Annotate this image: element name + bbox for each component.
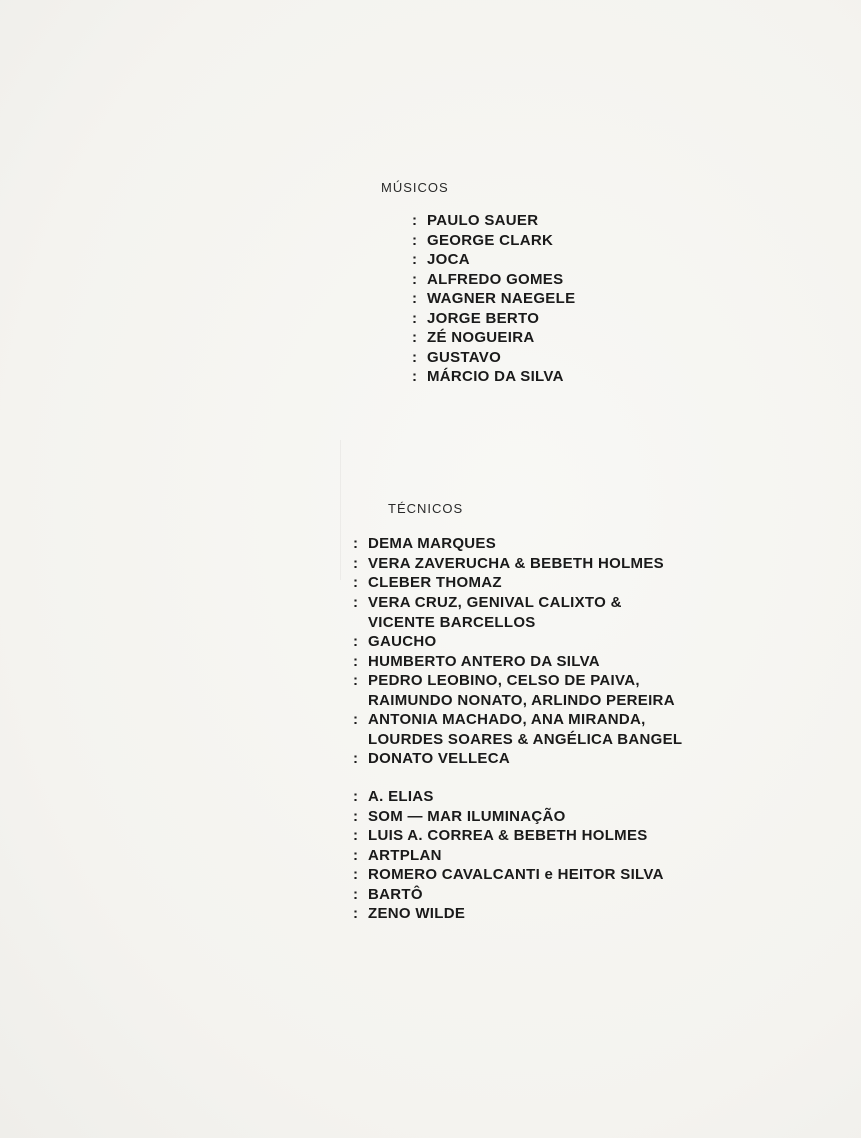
- separator: :: [353, 866, 358, 883]
- section-heading-tecnicos: TÉCNICOS: [388, 501, 464, 516]
- separator: :: [353, 554, 358, 572]
- separator: :: [412, 251, 417, 268]
- separator: :: [412, 290, 417, 307]
- credit-name: DEMA MARQUES: [368, 535, 497, 552]
- separator: :: [412, 329, 417, 346]
- credit-name: ZENO WILDE: [368, 905, 466, 922]
- separator: :: [353, 846, 358, 864]
- credit-name: HUMBERTO ANTERO DA SILVA: [368, 652, 600, 670]
- credit-name: GUSTAVO: [427, 348, 502, 366]
- credit-name: JORGE BERTO: [427, 309, 540, 327]
- separator: :: [353, 574, 358, 591]
- credit-name-continuation: LOURDES SOARES & ANGÉLICA BANGEL: [368, 730, 683, 748]
- credit-name: SOM — MAR ILUMINAÇÃO: [368, 807, 566, 825]
- section-heading-musicos: MÚSICOS: [381, 180, 449, 195]
- credit-name: PEDRO LEOBINO, CELSO DE PAIVA,: [368, 672, 640, 689]
- separator: :: [353, 905, 358, 922]
- separator: :: [412, 348, 417, 366]
- credit-name: WAGNER NAEGELE: [427, 290, 576, 307]
- separator: :: [353, 652, 358, 670]
- separator: :: [353, 711, 358, 728]
- credit-name: GEORGE CLARK: [427, 231, 554, 249]
- separator: :: [353, 535, 358, 552]
- credit-name: PAULO SAUER: [427, 212, 539, 229]
- credit-name: A. ELIAS: [368, 788, 434, 805]
- separator: :: [412, 212, 417, 229]
- separator: :: [353, 750, 358, 767]
- separator: :: [353, 807, 358, 825]
- credit-name: DONATO VELLECA: [368, 750, 510, 767]
- credit-name: BARTÔ: [368, 885, 423, 903]
- credit-name: VERA CRUZ, GENIVAL CALIXTO &: [368, 594, 622, 611]
- credit-name: ROMERO CAVALCANTI e HEITOR SILVA: [368, 866, 664, 883]
- separator: :: [353, 633, 358, 650]
- credit-name: JOCA: [427, 251, 470, 268]
- credit-name: ANTONIA MACHADO, ANA MIRANDA,: [368, 711, 646, 728]
- credit-name: GAUCHO: [368, 633, 437, 650]
- credit-name: VERA ZAVERUCHA & BEBETH HOLMES: [368, 554, 664, 572]
- separator: :: [353, 827, 358, 844]
- credit-name-continuation: RAIMUNDO NONATO, ARLINDO PEREIRA: [368, 691, 675, 709]
- credit-name: CLEBER THOMAZ: [368, 574, 502, 591]
- separator: :: [412, 231, 417, 249]
- separator: :: [412, 368, 417, 385]
- credit-name: ARTPLAN: [368, 846, 442, 864]
- credit-name: MÁRCIO DA SILVA: [427, 368, 564, 385]
- separator: :: [353, 885, 358, 903]
- credit-name: ALFREDO GOMES: [427, 270, 564, 288]
- credit-name-continuation: VICENTE BARCELLOS: [368, 613, 536, 631]
- credit-name: ZÉ NOGUEIRA: [427, 329, 535, 346]
- separator: :: [353, 788, 358, 805]
- separator: :: [412, 309, 417, 327]
- credit-name: LUIS A. CORREA & BEBETH HOLMES: [368, 827, 648, 844]
- separator: :: [353, 672, 358, 689]
- separator: :: [412, 270, 417, 288]
- separator: :: [353, 594, 358, 611]
